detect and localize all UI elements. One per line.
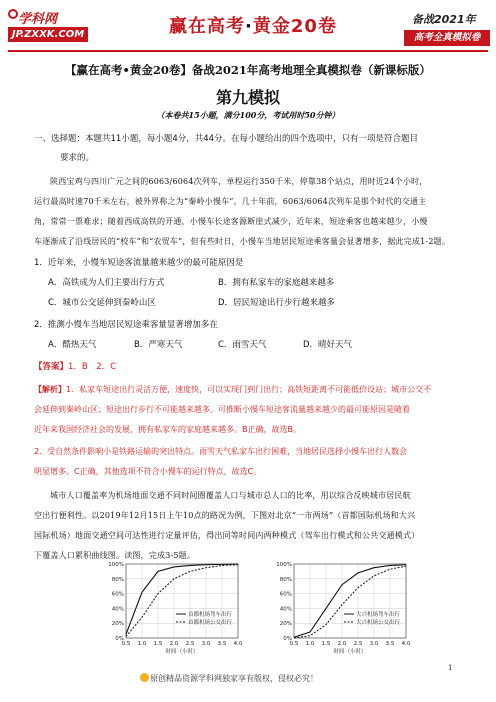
chart-daxing-airport [268, 560, 418, 660]
exam-number: 第九模拟 [215, 88, 280, 107]
x-tick-label: 3.5 [217, 641, 227, 647]
series-title [143, 12, 363, 38]
q1-option-c[interactable]: C．城市公交延伸到秦岭山区 [48, 298, 156, 308]
x-tick-label: 0.5 [289, 641, 299, 647]
y-tick-label: 100% [108, 562, 124, 568]
logo-url: JP.ZXXK.COM [8, 27, 88, 42]
chart-capital-airport [100, 560, 250, 660]
y-tick-label: 20% [279, 621, 292, 628]
y-tick-label: 0% [283, 636, 292, 642]
section-heading-line2: 要求的。 [60, 153, 95, 163]
q2-option-c[interactable]: C．雨雪天气 [218, 340, 267, 350]
series-line [294, 565, 406, 638]
y-tick-label: 40% [279, 606, 292, 613]
passage2-line: 空出行便利性。以2019年12月15日上午10点的路况为例，下图对北京“一市两场”（首都国际机场和大兴 [34, 511, 416, 520]
explanation-tag: 【解析】 [34, 385, 66, 394]
x-tick-label: 0.5 [121, 641, 131, 647]
legend-label: 首都机场驾车出行 [188, 612, 233, 618]
answer-tag: 【答案】 [34, 362, 69, 372]
explanation-text: 1．私家车短途出行灵活方便，速度快，可以实现门到门出行；高铁短距离不可能低价设站；城市公交不 [66, 385, 432, 394]
passage-line: 角，常常一票难求；随着西成高铁的开通，小慢车长途客源断崖式减少，近年来，短途乘客也越来越少，小慢 [34, 217, 428, 226]
question-2: 2．推测小慢车当地居民短途乘客量显著增加多在 [34, 320, 218, 330]
section-heading-line1: 一、选择题：本题共11小题，每小题4分，共44分。在每小题给出的四个选项中，只有一项是符合题目 [34, 134, 419, 144]
x-tick-label: 3.5 [385, 641, 395, 647]
passage2-line: 城市人口覆盖率为机场地面交通不同时间圈覆盖人口与城市总人口的比率，用以综合反映城市居民航 [50, 491, 411, 500]
q1-option-d[interactable]: D．居民短途出行步行越来越多 [218, 298, 336, 308]
passage2-line: 国际机场）地面交通空间可达性进行定量评估，得出同等时间内两种模式（驾车出行模式和公共交通模式） [34, 531, 420, 540]
x-axis-label: 时间（小时） [165, 649, 199, 655]
x-tick-label: 1.0 [305, 641, 315, 647]
y-tick-label: 60% [279, 591, 292, 598]
exam-info: （本卷共15小题，满分100分，考试用时50分钟） [156, 110, 340, 120]
y-tick-label: 0% [115, 636, 124, 642]
explanation-line: 会延伸到秦岭山区；短途出行步行不可能越来越多。可推断小慢车短途客流量越来越少的最可能原因是随着 [34, 405, 410, 414]
x-axis-label: 时间（小时） [333, 649, 367, 655]
legend-label: 大兴机场驾车出行 [356, 612, 401, 618]
page-number: 1 [448, 664, 453, 672]
x-tick-label: 2.5 [353, 641, 363, 647]
year-label: 备战2021年 [412, 13, 476, 26]
x-tick-label: 3.0 [201, 641, 211, 647]
legend-label: 大兴机场公交出行 [356, 620, 401, 626]
x-tick-label: 2.0 [169, 641, 179, 647]
series-left: 赢在高考 [169, 16, 246, 37]
explanation-line [34, 380, 474, 400]
y-tick-label: 100% [276, 562, 292, 568]
x-tick-label: 2.5 [185, 641, 195, 647]
x-tick-label: 2.0 [337, 641, 347, 647]
x-tick-label: 3.0 [369, 641, 379, 647]
explanation-line: 明显增多。C正确，其他选项不符合小慢车的运行特点，故选C。 [34, 467, 262, 476]
passage-line: 运行最高时速70千米左右，被外界称之为“秦岭小慢车”。几十年前，6063/6064次列车是那个时代的交通主 [34, 197, 427, 206]
legend-label: 首都机场公交出行 [188, 620, 233, 626]
footer-text: 原创精品资源学科网独家享有版权，侵权必究！ [150, 674, 318, 683]
copyright-icon [140, 673, 149, 682]
y-tick-label: 20% [111, 621, 124, 628]
y-tick-label: 40% [111, 606, 124, 613]
y-tick-label: 60% [111, 591, 124, 598]
answer-text: 1．B 2．C [68, 362, 117, 372]
q2-option-d[interactable]: D．晴好天气 [303, 340, 353, 350]
y-tick-label: 80% [279, 576, 292, 583]
logo-circle-icon [8, 9, 18, 19]
x-tick-label: 4.0 [401, 641, 411, 647]
answer-line [34, 360, 116, 372]
q1-option-a[interactable]: A．高铁成为人们主要出行方式 [48, 278, 165, 288]
explanation-line: 2．受自然条件影响小是铁路运输的突出特点。雨雪天气私家车出行困难，当地居民选择小慢车出行人数会 [34, 447, 408, 456]
x-tick-label: 1.5 [153, 641, 163, 647]
x-tick-label: 4.0 [233, 641, 243, 647]
passage-line: 车逐渐成了沿线居民的“校车”和“农贸车”，但有些时日，小慢车当地居民短途乘客量会显著增多，据此完成1-2题。 [34, 237, 451, 246]
q2-option-a[interactable]: A．酷热天气 [48, 340, 97, 350]
q2-option-b[interactable]: B．严寒天气 [134, 340, 183, 350]
document-title: 【赢在高考•黄金20卷】备战2021年高考地理全真模拟卷（新课标版） [65, 63, 431, 77]
series-line [294, 566, 406, 638]
x-tick-label: 1.0 [137, 641, 147, 647]
x-tick-label: 1.5 [321, 641, 331, 647]
plot-frame [294, 564, 406, 638]
series-dot: · [245, 16, 253, 37]
header-rule [8, 50, 488, 52]
ribbon-badge: 高考全真模拟卷 [404, 30, 490, 46]
passage2-line: 下覆盖人口累积曲线图。读图，完成3-5题。 [34, 551, 196, 560]
explanation-line: 近年来我国经济社会的发展，拥有私家车的家庭越来越多。B正确，故选B。 [34, 425, 301, 434]
series-right: 黄金20卷 [252, 16, 337, 37]
question-1: 1．近年来，小慢车短途客流量越来越少的最可能原因是 [34, 258, 244, 268]
y-tick-label: 80% [111, 576, 124, 583]
q1-option-b[interactable]: B．拥有私家车的家庭越来越多 [218, 278, 335, 288]
passage-line: 陕西宝鸡与四川广元之间的6063/6064次列车，单程运行350千米，停靠38个站点，用时近24个小时， [50, 177, 428, 186]
site-logo[interactable] [8, 8, 88, 46]
logo-text: 学科网 [18, 12, 58, 27]
